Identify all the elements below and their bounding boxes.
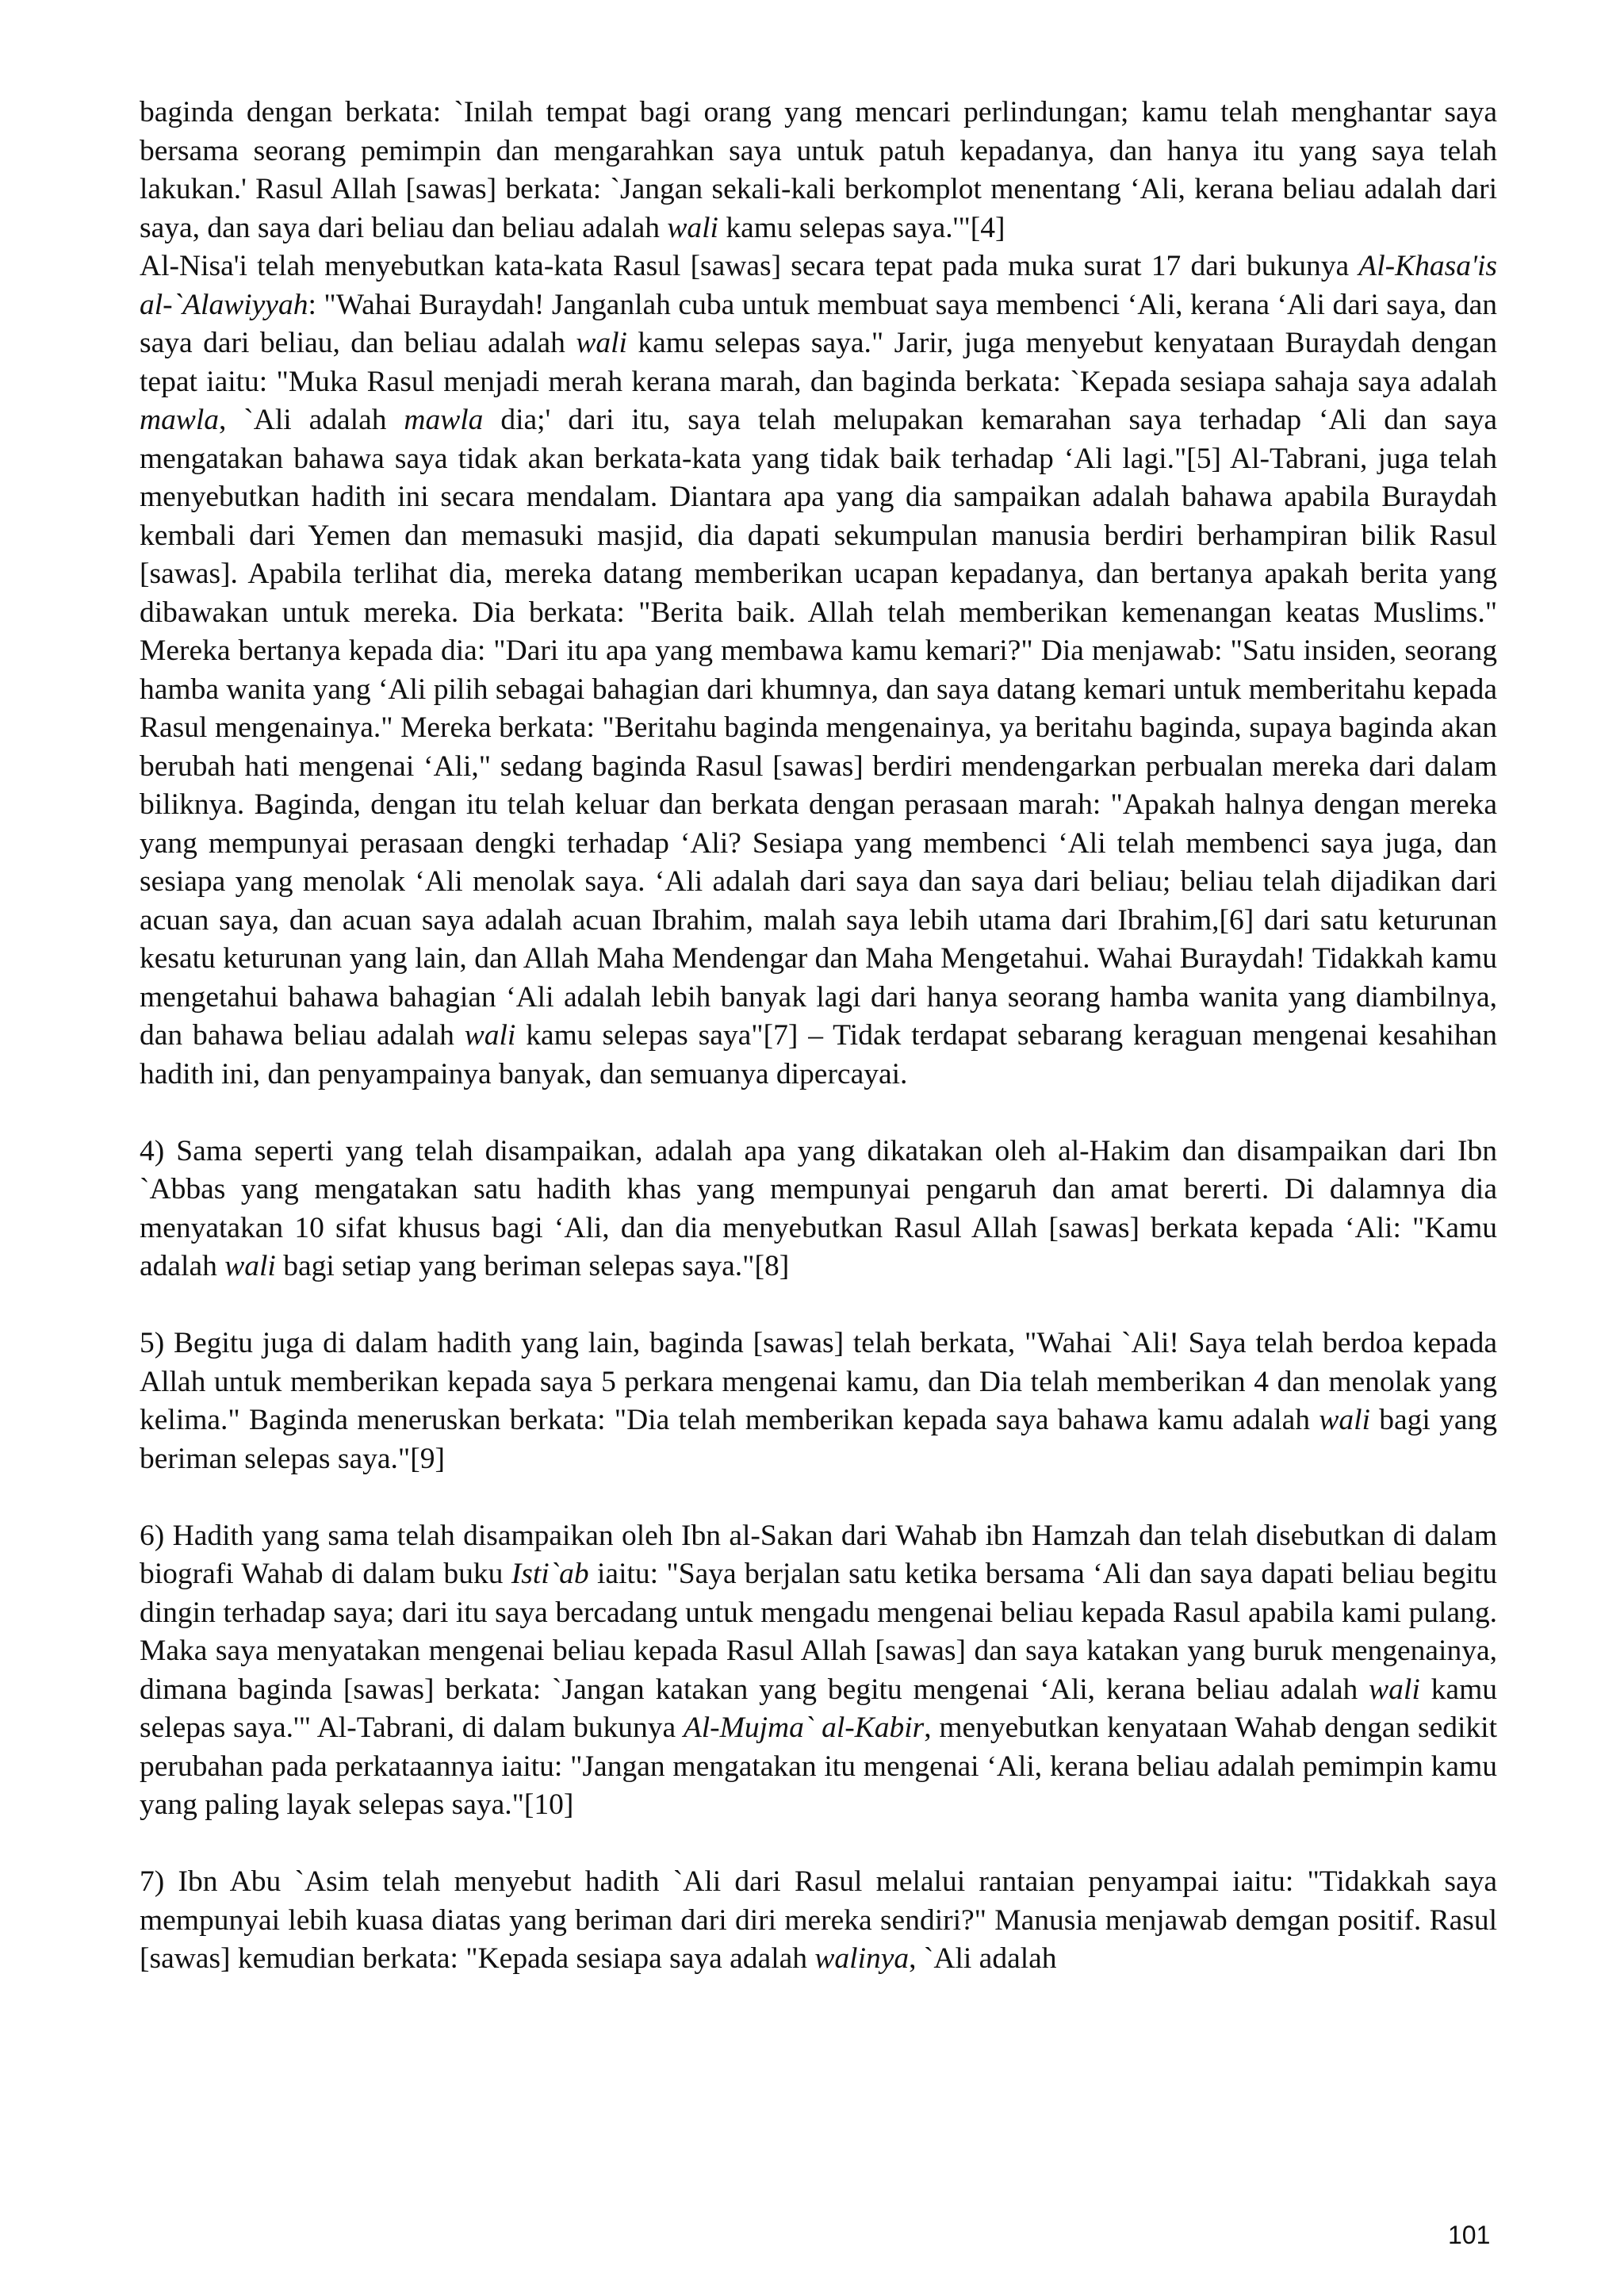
text-run: 7) Ibn Abu `Asim telah menyebut hadith `Ali dari Rasul melalui rantaian penyampai iaitu: "Tidakkah saya mempunyai lebih kuasa diatas yang beriman dari diri mereka sendiri?" Manusia menjawab demgan positif. Rasul [sawas] kemudian berkata: "Kepada sesiapa saya adalah [140,1865,1497,1975]
text-run: iaitu: "Saya berjalan satu ketika bersama ‘Ali dan saya dapati beliau begitu dingin terhadap saya; dari itu saya bercadang untuk mengadu mengenai beliau kepada Rasul apabila kami pulang. Maka saya menyatakan mengenai beliau kepada Rasul Allah [sawas] dan saya katakan yang buruk mengenainya, dimana baginda [sawas] berkata: `Jangan katakan yang begitu mengenai ‘Ali, kerana beliau adalah [140,1558,1497,1706]
paragraph-2 [140,247,1497,1094]
text-run: dia;' dari itu, saya telah melupakan kemarahan saya terhadap ‘Ali dan saya mengatakan bahawa saya tidak akan berkata-kata yang tidak baik terhadap ‘Ali lagi."[5] Al-Tabrani, juga telah menyebutkan hadith ini secara mendalam. Diantara apa yang dia sampaikan adalah bahawa apabila Buraydah kembali dari Yemen dan memasuki masjid, dia dapati sekumpulan manusia berdiri berhampiran bilik Rasul [sawas]. Apabila terlihat dia, mereka datang memberikan ucapan kepadanya, dan bertanya apakah berita yang dibawakan untuk mereka. Dia berkata: "Berita baik. Allah telah memberikan kemenangan keatas Muslims." Mereka bertanya kepada dia: "Dari itu apa yang membawa kamu kemari?" Dia menjawab: "Satu insiden, seorang hamba wanita yang ‘Ali pilih sebagai bahagian dari khumnya, dan saya datang kemari untuk memberitahu kepada Rasul mengenainya." Mereka berkata: "Beritahu baginda mengenainya, ya beritahu baginda, supaya baginda akan berubah hati mengenai ‘Ali," sedang baginda Rasul [sawas] berdiri mendengarkan perbualan mereka dari dalam biliknya. Baginda, dengan itu telah keluar dan berkata dengan perasaan marah: "Apakah halnya dengan mereka yang mempunyai perasaan dengki terhadap ‘Ali? Sesiapa yang membenci ‘Ali telah membenci saya juga, dan sesiapa yang menolak ‘Ali menolak saya. ‘Ali adalah dari saya dan saya dari beliau; beliau telah dijadikan dari acuan saya, dan acuan saya adalah acuan Ibrahim, malah saya lebih utama dari Ibrahim,[6] dari satu keturunan kesatu keturunan yang lain, dan Allah Maha Mendengar dan Maha Mengetahui. Wahai Buraydah! Tidakkah kamu mengetahui bahawa bahagian ‘Ali adalah lebih banyak lagi dari hanya seorang hamba wanita yang diambilnya, dan bahawa beliau adalah [140,404,1497,1052]
paragraph-1 [140,94,1497,247]
text-run: , `Ali adalah [219,404,404,436]
page-number: 101 [1448,2221,1491,2249]
text-run: kamu selepas saya.'" Al-Tabrani, di dalam bukunya [140,1673,1497,1744]
text-run: kamu selepas saya." Jarir, juga menyebut kenyataan Buraydah dengan tepat iaitu: "Muka Rasul menjadi merah kerana marah, dan baginda berkata: `Kepada sesiapa sahaja saya adalah [140,327,1497,398]
text-run: kamu selepas saya.'"[4] [718,211,1005,244]
paragraph-4 [140,1324,1497,1478]
paragraph-3 [140,1133,1497,1286]
text-run: 5) Begitu juga di dalam hadith yang lain, baginda [sawas] telah berkata, "Wahai `Ali! Saya telah berdoa kepada Allah untuk memberikan kepada saya 5 perkara mengenai kamu, dan Dia telah memberikan 4 dan menolak yang kelima." Baginda meneruskan berkata: "Dia telah memberikan kepada saya bahawa kamu adalah [140,1327,1497,1436]
text-run: Al-Nisa'i telah menyebutkan kata-kata Rasul [sawas] secara tepat pada muka surat 17 dari bukunya [140,250,1359,282]
document-body [140,94,1497,1979]
italic-term: wali [1319,1404,1370,1436]
text-run: , `Ali adalah [909,1942,1057,1975]
italic-term: wali [224,1250,276,1282]
text-run: : "Wahai Buraydah! Janganlah cuba untuk membuat saya membenci ‘Ali, kerana ‘Ali dari saya, dan saya dari beliau, dan beliau adalah [140,288,1497,359]
italic-term: Al-Khasa'is al-`Alawiyyah [140,250,1497,321]
text-run: 4) Sama seperti yang telah disampaikan, adalah apa yang dikatakan oleh al-Hakim dan disampaikan dari Ibn `Abbas yang mengatakan satu hadith khas yang mempunyai pengaruh dan amat bererti. Di dalamnya dia menyatakan 10 sifat khusus bagi ‘Ali, dan dia menyebutkan Rasul Allah [sawas] berkata kepada ‘Ali: "Kamu adalah [140,1134,1497,1282]
italic-term: wali [667,211,718,244]
italic-term: mawla [404,404,484,436]
text-run: bagi setiap yang beriman selepas saya."[8] [275,1250,790,1282]
text-run: 6) Hadith yang sama telah disampaikan oleh Ibn al-Sakan dari Wahab ibn Hamzah dan telah disebutkan di dalam biografi Wahab di dalam buku [140,1519,1497,1590]
italic-term: Isti`ab [511,1558,589,1590]
italic-term: wali [1369,1673,1420,1706]
text-run: kamu selepas saya"[7] – Tidak terdapat sebarang keraguan mengenai kesahihan hadith ini, dan penyampainya banyak, dan semuanya dipercayai. [140,1019,1497,1091]
paragraph-5 [140,1517,1497,1825]
paragraph-6 [140,1863,1497,1979]
italic-term: Al-Mujma` al-Kabir [683,1711,925,1744]
text-run: baginda dengan berkata: `Inilah tempat bagi orang yang mencari perlindungan; kamu telah menghantar saya bersama seorang pemimpin dan mengarahkan saya untuk patuh kepadanya, dan hanya itu yang saya telah lakukan.' Rasul Allah [sawas] berkata: `Jangan sekali-kali berkomplot menentang ‘Ali, kerana beliau adalah dari saya, dan saya dari beliau dan beliau adalah [140,96,1497,244]
italic-term: wali [576,327,627,359]
text-run: bagi yang beriman selepas saya."[9] [140,1404,1497,1475]
text-run: , menyebutkan kenyataan Wahab dengan sedikit perubahan pada perkataannya iaitu: "Jangan mengatakan itu mengenai ‘Ali, kerana beliau adalah pemimpin kamu yang paling layak selepas saya."[10] [140,1711,1497,1821]
italic-term: walinya [814,1942,910,1975]
italic-term: mawla [140,404,220,436]
italic-term: wali [464,1019,516,1052]
